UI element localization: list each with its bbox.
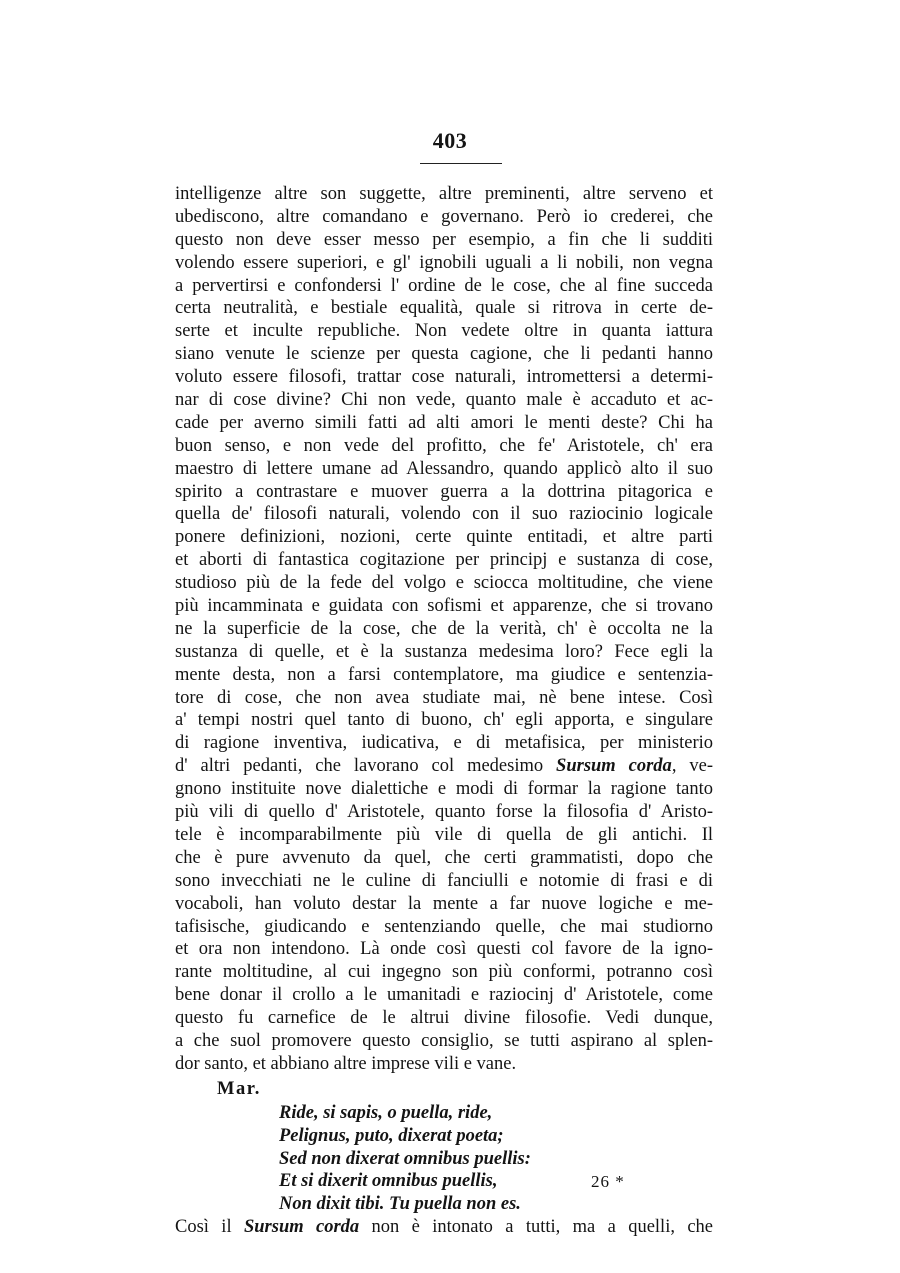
text-line: studioso più de la fede del volgo e sciocca moltitudine, che viene — [175, 573, 713, 594]
text-line: dor santo, et abbiano altre imprese vili e vane. — [175, 1053, 517, 1074]
text-segment: Così il — [175, 1217, 232, 1238]
text-line: serte et inculte republiche. Non vedete oltre in quanta iattura — [175, 321, 713, 342]
text-line: volendo essere superiori, e gl' ignobili uguali a li nobili, non vegna — [175, 252, 713, 273]
speaker-label: Mar. — [217, 1078, 261, 1099]
verse-line: Non dixit tibi. Tu puella non es. — [279, 1194, 521, 1215]
text-line: gnono instituite nove dialettiche e modi di formar la ragione tanto — [175, 779, 713, 800]
text-line: certa neutralità, e bestiale equalità, quale si ritrova in certe de- — [175, 298, 713, 319]
text-line: ponere definizioni, nozioni, certe quinte entitadi, et altre parti — [175, 527, 713, 548]
header-rule — [420, 163, 502, 164]
text-line: che è pure avvenuto da quel, che certi grammatisti, dopo che — [175, 847, 713, 868]
verse-line: Et si dixerit omnibus puellis, — [279, 1171, 498, 1192]
emphasis-sursum-corda: Sursum corda — [556, 756, 672, 777]
text-segment: , ve- — [671, 756, 713, 777]
text-line: et ora non intendono. Là onde così questi col favore de la igno- — [175, 939, 713, 960]
text-line: rante moltitudine, al cui ingegno son più conformi, potranno così — [175, 962, 713, 983]
text-line: buon senso, e non vede del profitto, che fe' Aristotele, ch' era — [175, 435, 713, 456]
text-line: tele è incomparabilmente più vile di quella de gli antichi. Il — [175, 824, 713, 845]
text-line: voluto essere filosofi, trattar cose naturali, intromettersi a determi- — [175, 367, 713, 388]
verse-line: Sed non dixerat omnibus puellis: — [279, 1148, 531, 1169]
text-line: questo fu carnefice de le altrui divine filosofie. Vedi dunque, — [175, 1008, 713, 1029]
text-line: tafisische, giudicando e sentenziando quelle, che mai studiorno — [175, 916, 713, 937]
text-line: a pervertirsi e confondersi l' ordine de le cose, che al fine succeda — [175, 275, 713, 296]
text-line: vocaboli, han voluto destar la mente a far nuove logiche e me- — [175, 893, 713, 914]
text-line: più incamminata e guidata con sofismi et apparenze, che si trovano — [175, 596, 713, 617]
text-line: ubediscono, altre comandano e governano. Però io crederei, che — [175, 206, 713, 227]
text-line: intelligenze altre son suggette, altre preminenti, altre serveno et — [175, 184, 713, 204]
page-number: 403 — [432, 128, 468, 153]
text-line: quella de' filosofi naturali, volendo con il suo raziocinio logicale — [175, 504, 713, 525]
text-segment: d' altri pedanti, che lavorano col medesimo — [175, 756, 544, 777]
text-line: sono invecchiati ne le culine di fanciulli e notomie di frasi e di — [175, 870, 713, 891]
text-line: tore di cose, che non avea studiate mai, nè bene intese. Così — [175, 687, 713, 708]
text-line: et aborti di fantastica cogitazione per principj e sustanza di cose, — [175, 550, 713, 571]
text-line: di ragione inventiva, iudicativa, e di metafisica, per ministerio — [175, 733, 713, 754]
text-line: mente desta, non a farsi contemplatore, ma giudice e sentenzia- — [175, 664, 713, 685]
text-line: spirito a contrastare e muover guerra a la dottrina pitagorica e — [175, 481, 713, 502]
verse-line: Pelignus, puto, dixerat poeta; — [279, 1125, 504, 1146]
text-line-with-emphasis — [175, 755, 713, 778]
text-line: cade per averno simili fatti ad alti amori le menti deste? Chi ha — [175, 412, 713, 433]
text-line: siano venute le scienze per questa cagione, che li pedanti hanno — [175, 344, 713, 365]
text-line: più vili di quello d' Aristotele, quanto forse la filosofia d' Aristo- — [175, 802, 713, 823]
text-line: nar di cose divine? Chi non vede, quanto male è accaduto et ac- — [175, 390, 713, 411]
closing-line — [175, 1216, 713, 1239]
signature-mark: 26 * — [591, 1172, 625, 1191]
verse-quotation — [279, 1102, 713, 1216]
text-line: questo non deve esser messo per esempio, a fin che li sudditi — [175, 229, 713, 250]
text-line: a che suol promovere questo consiglio, se tutti aspirano al splen- — [175, 1030, 713, 1051]
text-line: maestro di lettere umane ad Alessandro, quando applicò alto il suo — [175, 458, 713, 479]
emphasis-sursum-corda: Sursum corda — [243, 1217, 360, 1238]
page-body — [175, 183, 713, 1239]
verse-line: Ride, si sapis, o puella, ride, — [279, 1102, 493, 1123]
text-line: sustanza di quelle, et è la sustanza medesima loro? Fece egli la — [175, 641, 713, 662]
text-line: ne la superficie de la cose, che de la verità, ch' è occolta ne la — [175, 618, 713, 639]
text-line: bene donar il crollo a le umanitadi e raziocinj d' Aristotele, come — [175, 985, 713, 1006]
text-line: a' tempi nostri quel tanto di buono, ch' egli apporta, e singulare — [175, 710, 713, 731]
text-segment: non è intonato a tutti, ma a quelli, che — [371, 1217, 714, 1238]
